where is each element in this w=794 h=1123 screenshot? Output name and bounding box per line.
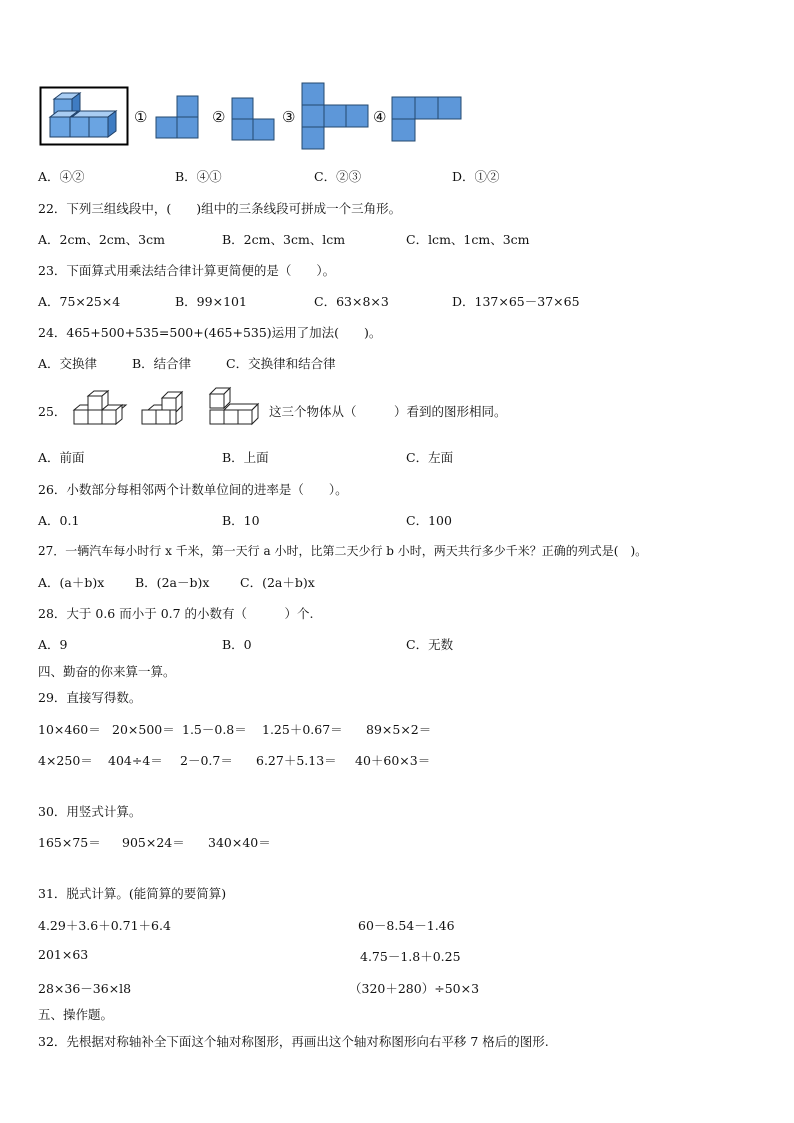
q28-question: 28．大于 0.6 而小于 0.7 的小数有（ ）个. (38, 606, 314, 621)
q28-option-a[interactable]: A．9 (38, 637, 68, 652)
q24-option-b[interactable]: B．结合律 (132, 356, 192, 371)
q25-option-b[interactable]: B．上面 (222, 450, 269, 465)
q29-item: 20×500＝ (112, 722, 175, 737)
section-5-title: 五、操作题。 (38, 1007, 114, 1022)
q27-question: 27．一辆汽车每小时行 x 千米，第一天行 a 小时，比第二天少行 b 小时，两天共行多少千米？正确的列式是( )。 (38, 544, 648, 558)
q28-option-b[interactable]: B．0 (222, 637, 252, 652)
q29-item: 1.25＋0.67＝ (262, 722, 343, 737)
q28-option-c[interactable]: C．无数 (406, 637, 454, 652)
q31-right-item: 60－8.54－1.46 (358, 918, 455, 933)
net-2 (231, 97, 277, 143)
q29-item: 1.5－0.8＝ (182, 722, 247, 737)
q30-item: 165×75＝ (38, 835, 101, 850)
q21-option-c[interactable]: C．②③ (314, 169, 362, 184)
q32-question: 32．先根据对称轴补全下面这个轴对称图形，再画出这个轴对称图形向右平移 7 格后的图形. (38, 1034, 549, 1049)
q23-option-d[interactable]: D．137×65－37×65 (452, 294, 580, 309)
q23-option-b[interactable]: B．99×101 (175, 294, 247, 309)
q29-item: 10×460＝ (38, 722, 101, 737)
q29-item: 40＋60×3＝ (355, 753, 431, 768)
net-label-3: ③ (282, 108, 296, 126)
net-label-2: ② (212, 108, 226, 126)
q25-object-1 (70, 388, 130, 430)
q24-option-c[interactable]: C．交换律和结合律 (226, 356, 336, 371)
q27-option-b[interactable]: B．(2a－b)x (135, 575, 210, 590)
q31-left-item: 4.29＋3.6＋0.71＋6.4 (38, 918, 171, 933)
q25-option-c[interactable]: C．左面 (406, 450, 454, 465)
q27-option-a[interactable]: A．(a＋b)x (38, 575, 105, 590)
net-label-4: ④ (373, 108, 387, 126)
q31-right-item: 4.75－1.8＋0.25 (360, 949, 461, 964)
solid-figure-image (40, 87, 128, 145)
section-4-title: 四、勤奋的你来算一算。 (38, 664, 176, 679)
net-4 (391, 96, 463, 144)
q25-question: 这三个物体从（ ）看到的图形相同。 (269, 404, 507, 419)
q31-left-item: 201×63 (38, 947, 89, 962)
q27-option-c[interactable]: C．(2a＋b)x (240, 575, 315, 590)
q22-option-b[interactable]: B．2cm、3cm、lcm (222, 232, 346, 247)
q29-item: 4×250＝ (38, 753, 93, 768)
q21-option-d[interactable]: D．①② (452, 169, 500, 184)
q25-object-2 (138, 388, 198, 430)
q29-item: 404÷4＝ (108, 753, 163, 768)
q31-title: 31．脱式计算。(能简算的要简算) (38, 886, 227, 901)
q26-question: 26．小数部分每相邻两个计数单位间的进率是（ ）。 (38, 482, 348, 497)
q23-option-c[interactable]: C．63×8×3 (314, 294, 389, 309)
q24-option-a[interactable]: A．交换律 (38, 356, 98, 371)
q25-number: 25． (38, 404, 67, 419)
q22-option-a[interactable]: A．2cm、2cm、3cm (38, 232, 165, 247)
q21-option-b[interactable]: B．④① (175, 169, 222, 184)
q31-right-item: （320＋280）÷50×3 (349, 981, 480, 996)
net-label-1: ① (134, 108, 148, 126)
q26-option-b[interactable]: B．10 (222, 513, 260, 528)
q30-item: 340×40＝ (208, 835, 271, 850)
q30-item: 905×24＝ (122, 835, 185, 850)
q25-option-a[interactable]: A．前面 (38, 450, 85, 465)
net-3 (301, 82, 371, 152)
q29-title: 29．直接写得数。 (38, 690, 142, 705)
q26-option-a[interactable]: A．0.1 (38, 513, 80, 528)
q30-title: 30．用竖式计算。 (38, 804, 142, 819)
q25-object-3 (206, 384, 266, 430)
net-1 (155, 95, 200, 140)
q22-question: 22．下列三组线段中，( )组中的三条线段可拼成一个三角形。 (38, 201, 402, 216)
q22-option-c[interactable]: C．lcm、1cm、3cm (406, 232, 530, 247)
q23-option-a[interactable]: A．75×25×4 (38, 294, 121, 309)
q23-question: 23．下面算式用乘法结合律计算更简便的是（ ）。 (38, 263, 336, 278)
q21-option-a[interactable]: A．④② (38, 169, 85, 184)
q24-question: 24．465+500+535=500+(465+535)运用了加法( )。 (38, 325, 382, 340)
q29-item: 89×5×2＝ (366, 722, 432, 737)
q29-item: 6.27＋5.13＝ (256, 753, 337, 768)
q31-left-item: 28×36－36×l8 (38, 981, 132, 996)
q26-option-c[interactable]: C．100 (406, 513, 452, 528)
q29-item: 2－0.7＝ (180, 753, 233, 768)
